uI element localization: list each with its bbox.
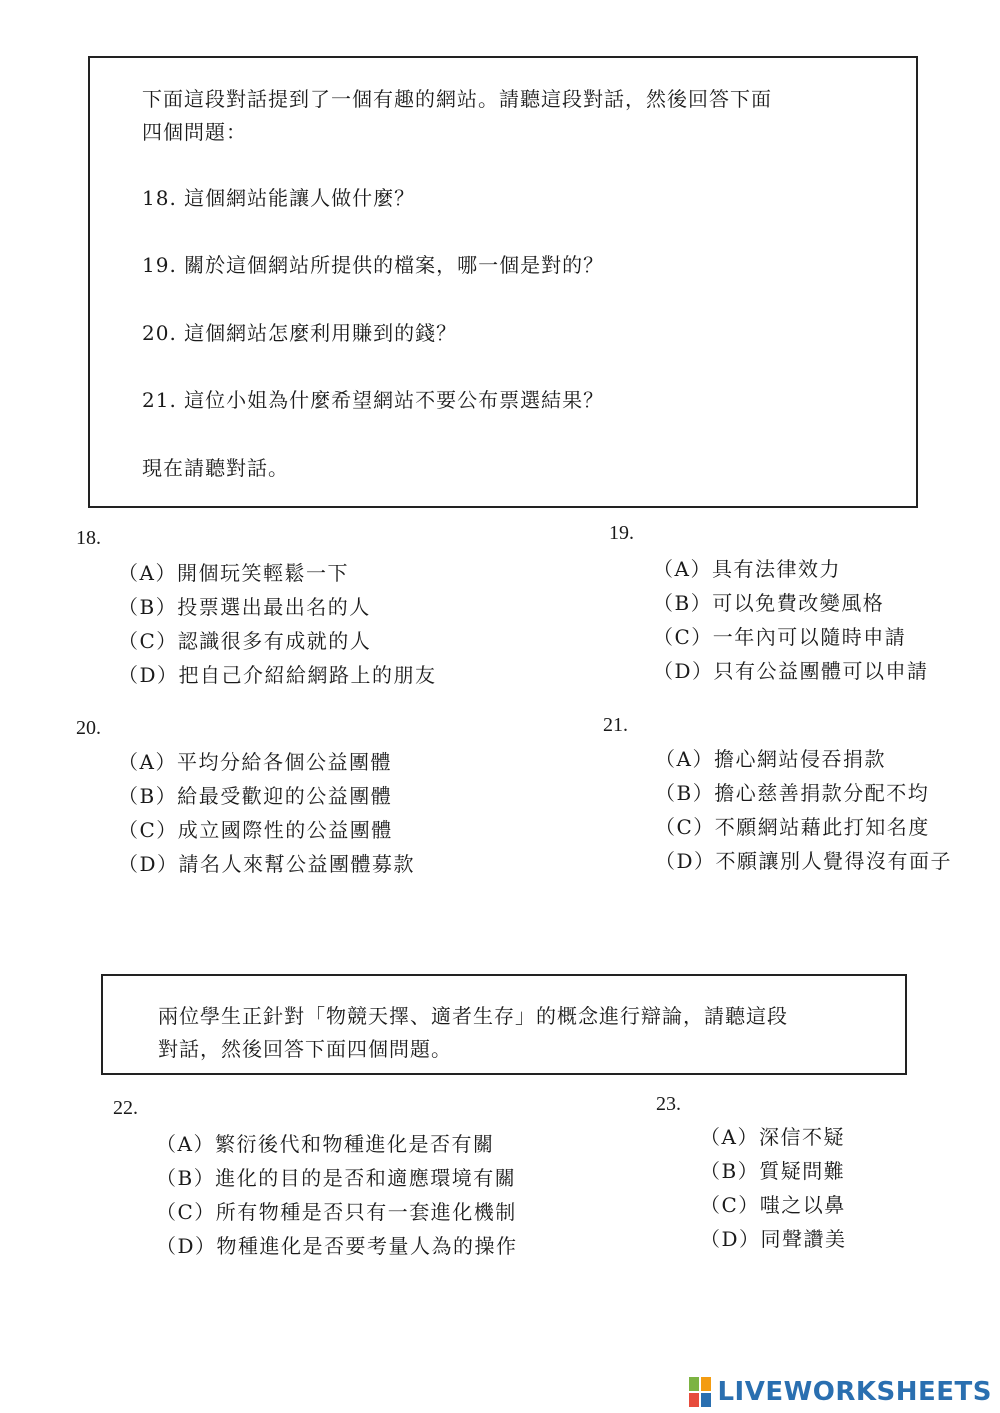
- option-19-d[interactable]: （D）只有公益團體可以申請: [653, 659, 929, 683]
- prompt-19: 19. 關於這個網站所提供的檔案，哪一個是對的？: [142, 253, 605, 277]
- option-21-b[interactable]: （B）擔心慈善捐款分配不均: [655, 781, 930, 805]
- instruction-box-1: [88, 56, 918, 508]
- intro2-line-1: 兩位學生正針對「物競天擇、適者生存」的概念進行辯論，請聽這段: [158, 1004, 788, 1028]
- question-18-number: 18.: [76, 527, 101, 549]
- option-23-b[interactable]: （B）質疑問難: [700, 1159, 846, 1183]
- closing-line: 現在請聽對話。: [142, 456, 289, 480]
- question-19-number: 19.: [609, 522, 634, 544]
- option-18-a[interactable]: （A）開個玩笑輕鬆一下: [118, 561, 349, 585]
- intro-line-2: 四個問題：: [142, 120, 247, 144]
- intro-line-1: 下面這段對話提到了一個有趣的網站。請聽這段對話，然後回答下面: [142, 87, 772, 111]
- question-20-options: [118, 745, 415, 881]
- liveworksheets-text: LIVEWORKSHEETS: [717, 1377, 992, 1407]
- question-22-number: 22.: [113, 1097, 138, 1119]
- option-19-a[interactable]: （A）具有法律效力: [653, 557, 841, 581]
- question-23-options: [700, 1120, 847, 1256]
- question-19-options: [653, 552, 929, 688]
- option-21-c[interactable]: （C）不願網站藉此打知名度: [655, 815, 930, 839]
- option-19-b[interactable]: （B）可以免費改變風格: [653, 591, 885, 615]
- question-22-options: [156, 1127, 518, 1263]
- option-20-c[interactable]: （C）成立國際性的公益團體: [118, 818, 393, 842]
- prompt-21: 21. 這位小姐為什麼希望網站不要公布票選結果？: [142, 388, 605, 412]
- prompt-20: 20. 這個網站怎麼利用賺到的錢？: [142, 321, 458, 345]
- question-20-number: 20.: [76, 717, 101, 739]
- option-18-c[interactable]: （C）認識很多有成就的人: [118, 629, 372, 653]
- option-22-d[interactable]: （D）物種進化是否要考量人為的操作: [156, 1234, 518, 1258]
- option-21-a[interactable]: （A）擔心網站侵吞捐款: [655, 747, 886, 771]
- option-18-d[interactable]: （D）把自己介紹給網路上的朋友: [118, 663, 437, 687]
- option-23-c[interactable]: （C）嗤之以鼻: [700, 1193, 846, 1217]
- option-19-c[interactable]: （C）一年內可以隨時申請: [653, 625, 907, 649]
- intro2-line-2: 對話，然後回答下面四個問題。: [158, 1037, 452, 1061]
- option-20-a[interactable]: （A）平均分給各個公益團體: [118, 750, 392, 774]
- option-23-a[interactable]: （A）深信不疑: [700, 1125, 845, 1149]
- liveworksheets-logo-icon: [689, 1377, 711, 1407]
- question-23-number: 23.: [656, 1093, 681, 1115]
- question-21-number: 21.: [603, 714, 628, 736]
- option-22-a[interactable]: （A）繁衍後代和物種進化是否有關: [156, 1132, 495, 1156]
- question-18-options: [118, 556, 437, 692]
- option-22-c[interactable]: （C）所有物種是否只有一套進化機制: [156, 1200, 517, 1224]
- option-23-d[interactable]: （D）同聲讚美: [700, 1227, 847, 1251]
- option-21-d[interactable]: （D）不願讓別人覺得沒有面子: [655, 849, 953, 873]
- option-20-b[interactable]: （B）給最受歡迎的公益團體: [118, 784, 393, 808]
- option-22-b[interactable]: （B）進化的目的是否和適應環境有關: [156, 1166, 517, 1190]
- option-20-d[interactable]: （D）請名人來幫公益團體募款: [118, 852, 416, 876]
- liveworksheets-watermark: [689, 1375, 992, 1409]
- prompt-18: 18. 這個網站能讓人做什麼？: [142, 186, 416, 210]
- instruction-box-2: [101, 974, 907, 1075]
- question-21-options: [655, 742, 952, 878]
- option-18-b[interactable]: （B）投票選出最出名的人: [118, 595, 371, 619]
